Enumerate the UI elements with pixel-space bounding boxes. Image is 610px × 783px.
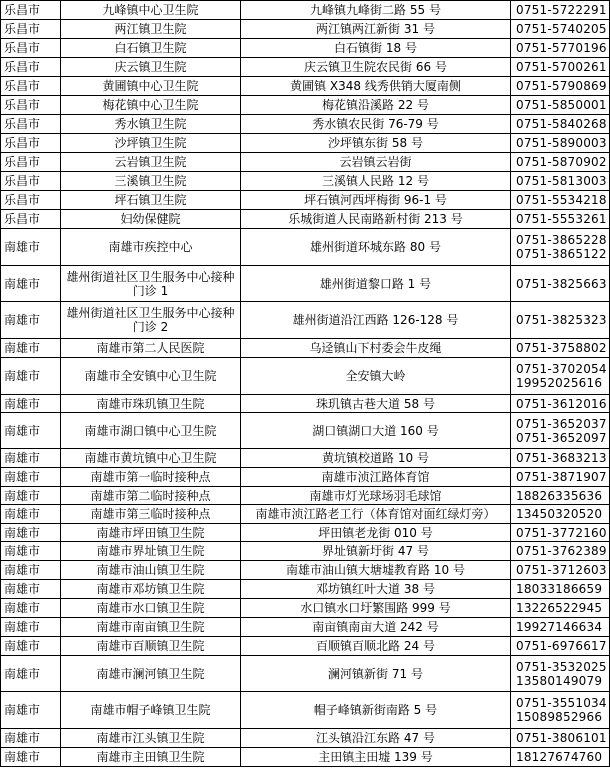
phone-number: 0751-3702054 [516, 362, 607, 376]
phone-number: 0751-5870902 [516, 155, 607, 169]
address-cell: 秀水镇农民街 76-79 号 [241, 115, 511, 134]
city-cell: 南雄市 [1, 449, 61, 468]
address-cell: 南雄市灯光球场羽毛球馆 [241, 487, 511, 505]
phone-cell [511, 487, 610, 505]
table-row [1, 153, 610, 172]
table-row [1, 580, 610, 599]
clinic-name-cell: 南雄市百顺镇卫生院 [61, 637, 241, 656]
address-cell: 帽子峰镇新街南路 5 号 [241, 692, 511, 729]
phone-cell [511, 266, 610, 302]
clinic-name-cell: 南雄市珠玑镇卫生院 [61, 395, 241, 413]
city-cell: 乐昌市 [1, 77, 61, 96]
phone-cell [511, 77, 610, 96]
address-cell: 乐城街道人民南路新村街 213 号 [241, 210, 511, 229]
address-cell: 主田镇主田墟 139 号 [241, 748, 511, 767]
city-cell: 南雄市 [1, 413, 61, 449]
clinic-name-cell: 南雄市坪田镇卫生院 [61, 524, 241, 542]
table-row [1, 1, 610, 20]
city-cell: 南雄市 [1, 505, 61, 524]
phone-number: 0751-3806101 [516, 731, 607, 745]
clinic-name-cell: 妇幼保健院 [61, 210, 241, 229]
table-row [1, 77, 610, 96]
table-row [1, 395, 610, 413]
clinic-name-cell: 南雄市全安镇中心卫生院 [61, 358, 241, 395]
table-row [1, 339, 610, 358]
phone-number: 0751-3825323 [516, 313, 607, 327]
clinic-name-cell: 南雄市第二临时接种点 [61, 487, 241, 505]
table-row [1, 468, 610, 487]
table-row [1, 229, 610, 266]
city-cell: 南雄市 [1, 637, 61, 656]
table-row [1, 39, 610, 58]
phone-cell [511, 729, 610, 748]
city-cell: 南雄市 [1, 468, 61, 487]
phone-number: 0751-5790869 [516, 79, 607, 93]
city-cell: 南雄市 [1, 487, 61, 505]
city-cell: 南雄市 [1, 748, 61, 767]
phone-number: 13580149079 [516, 673, 603, 688]
phone-cell [511, 229, 610, 266]
city-cell: 南雄市 [1, 656, 61, 692]
address-cell: 南雄市油山镇大塘墟教育路 10 号 [241, 561, 511, 580]
city-cell: 南雄市 [1, 580, 61, 599]
phone-cell [511, 561, 610, 580]
city-cell: 乐昌市 [1, 172, 61, 191]
phone-number: 0751-3825663 [516, 276, 607, 291]
city-cell: 南雄市 [1, 542, 61, 561]
clinic-name-cell: 南雄市第一临时接种点 [61, 468, 241, 487]
address-cell: 珠玑镇古巷大道 58 号 [241, 395, 511, 413]
city-cell: 南雄市 [1, 358, 61, 395]
address-cell: 南雄市浈江路体育馆 [241, 468, 511, 487]
phone-number: 19927146634 [516, 620, 603, 634]
phone-cell [511, 134, 610, 153]
city-cell: 南雄市 [1, 729, 61, 748]
address-cell: 乌迳镇山下村委会牛皮绳 [241, 339, 511, 358]
phone-number: 0751-3612016 [516, 396, 607, 411]
address-cell: 白石镇街 18 号 [241, 39, 511, 58]
clinic-name-cell: 南雄市界址镇卫生院 [61, 542, 241, 561]
phone-number: 0751-3683213 [516, 451, 607, 465]
table-row [1, 191, 610, 210]
address-cell: 两江镇两江新街 31 号 [241, 20, 511, 39]
clinic-name-cell: 秀水镇卫生院 [61, 115, 241, 134]
city-cell: 南雄市 [1, 266, 61, 302]
table-body [1, 1, 610, 767]
phone-number: 0751-5840268 [516, 117, 607, 131]
phone-cell [511, 599, 610, 618]
city-cell: 南雄市 [1, 339, 61, 358]
phone-number: 0751-3712603 [516, 563, 607, 577]
clinic-name-cell: 九峰镇中心卫生院 [61, 1, 241, 20]
city-cell: 南雄市 [1, 395, 61, 413]
phone-number: 0751-3532025 [516, 659, 607, 674]
city-cell: 乐昌市 [1, 20, 61, 39]
clinic-name-cell: 南雄市黄坑镇中心卫生院 [61, 449, 241, 468]
table-row [1, 487, 610, 505]
phone-number: 0751-5813003 [516, 174, 607, 188]
table-row [1, 561, 610, 580]
phone-number: 0751-3652097 [516, 430, 607, 445]
address-cell: 三溪镇人民路 12 号 [241, 172, 511, 191]
clinic-name-cell: 云岩镇卫生院 [61, 153, 241, 172]
city-cell: 南雄市 [1, 229, 61, 266]
table-row [1, 656, 610, 692]
phone-cell [511, 39, 610, 58]
address-cell: 邓坊镇红叶大道 38 号 [241, 580, 511, 599]
clinic-name-cell: 南雄市水口镇卫生院 [61, 599, 241, 618]
clinic-name-cell: 南雄市南亩镇卫生院 [61, 618, 241, 637]
city-cell: 乐昌市 [1, 1, 61, 20]
phone-number: 0751-5740205 [516, 22, 607, 36]
table-row [1, 618, 610, 637]
clinic-name-cell: 两江镇卫生院 [61, 20, 241, 39]
phone-number: 0751-3652037 [516, 416, 607, 431]
phone-cell [511, 172, 610, 191]
address-cell: 庆云镇卫生院农民街 66 号 [241, 58, 511, 77]
phone-cell [511, 468, 610, 487]
phone-number: 19952025616 [516, 376, 603, 390]
table-row [1, 599, 610, 618]
table-row [1, 302, 610, 339]
city-cell: 乐昌市 [1, 191, 61, 210]
table-row [1, 96, 610, 115]
address-cell: 黄坑镇校道路 10 号 [241, 449, 511, 468]
phone-cell [511, 542, 610, 561]
phone-number: 18033186659 [516, 582, 603, 596]
address-cell: 坪田镇老龙街 010 号 [241, 524, 511, 542]
phone-number: 0751-3772160 [516, 525, 607, 540]
phone-number: 0751-5722291 [516, 3, 607, 17]
clinic-name-cell: 南雄市主田镇卫生院 [61, 748, 241, 767]
address-cell: 湖口镇湖口大道 160 号 [241, 413, 511, 449]
address-cell: 梅花镇沿溪路 22 号 [241, 96, 511, 115]
phone-cell [511, 96, 610, 115]
phone-cell [511, 302, 610, 339]
phone-number: 0751-3758802 [516, 341, 607, 355]
phone-number: 0751-3865228 [516, 233, 607, 247]
clinic-name-cell: 南雄市第三临时接种点 [61, 505, 241, 524]
clinic-name-cell: 坪石镇卫生院 [61, 191, 241, 210]
clinic-name-cell: 雄州街道社区卫生服务中心接种门诊 1 [61, 266, 241, 302]
table-row [1, 58, 610, 77]
phone-cell [511, 115, 610, 134]
phone-number: 13226522945 [516, 601, 603, 615]
clinic-name-cell: 南雄市油山镇卫生院 [61, 561, 241, 580]
address-cell: 云岩镇云岩街 [241, 153, 511, 172]
clinic-name-cell: 庆云镇卫生院 [61, 58, 241, 77]
table-row [1, 115, 610, 134]
phone-number: 0751-5534218 [516, 193, 607, 207]
table-row [1, 134, 610, 153]
address-cell: 坪石镇河西坪梅街 96-1 号 [241, 191, 511, 210]
clinic-name-cell: 三溪镇卫生院 [61, 172, 241, 191]
city-cell: 南雄市 [1, 561, 61, 580]
table-row [1, 172, 610, 191]
clinic-name-cell: 南雄市疾控中心 [61, 229, 241, 266]
table-row [1, 524, 610, 542]
clinic-name-cell: 南雄市邓坊镇卫生院 [61, 580, 241, 599]
address-cell: 界址镇新圩街 47 号 [241, 542, 511, 561]
phone-cell [511, 580, 610, 599]
phone-number: 0751-3865122 [516, 247, 607, 261]
city-cell: 南雄市 [1, 618, 61, 637]
address-cell: 黄圃镇 X348 线秀供销大厦南侧 [241, 77, 511, 96]
city-cell: 南雄市 [1, 692, 61, 729]
phone-number: 18826335636 [516, 488, 603, 503]
phone-number: 0751-5850001 [516, 98, 607, 112]
city-cell: 乐昌市 [1, 115, 61, 134]
clinic-name-cell: 南雄市澜河镇卫生院 [61, 656, 241, 692]
phone-number: 0751-5700261 [516, 60, 607, 74]
clinic-name-cell: 梅花镇中心卫生院 [61, 96, 241, 115]
address-cell: 全安镇大岭 [241, 358, 511, 395]
city-cell: 南雄市 [1, 599, 61, 618]
phone-cell [511, 656, 610, 692]
phone-number: 0751-5770196 [516, 41, 607, 55]
table-row [1, 729, 610, 748]
clinic-name-cell: 黄圃镇中心卫生院 [61, 77, 241, 96]
address-cell: 雄州街道环城东路 80 号 [241, 229, 511, 266]
table-row [1, 413, 610, 449]
table-row [1, 505, 610, 524]
phone-cell [511, 748, 610, 767]
phone-cell [511, 505, 610, 524]
phone-cell [511, 618, 610, 637]
phone-number: 0751-5890003 [516, 136, 607, 150]
phone-number: 15089852966 [516, 710, 603, 724]
address-cell: 雄州街道黎口路 1 号 [241, 266, 511, 302]
phone-cell [511, 339, 610, 358]
clinic-name-cell: 白石镇卫生院 [61, 39, 241, 58]
address-cell: 水口镇水口圩繁围路 999 号 [241, 599, 511, 618]
table-row [1, 637, 610, 656]
address-cell: 江头镇沿江东路 47 号 [241, 729, 511, 748]
phone-cell [511, 395, 610, 413]
phone-cell [511, 58, 610, 77]
address-cell: 南雄市浈江路老工行（体育馆对面红绿灯旁） [241, 505, 511, 524]
phone-cell [511, 524, 610, 542]
phone-cell [511, 692, 610, 729]
city-cell: 乐昌市 [1, 134, 61, 153]
table-row [1, 449, 610, 468]
table-row [1, 20, 610, 39]
city-cell: 乐昌市 [1, 39, 61, 58]
phone-number: 13450320520 [516, 507, 603, 521]
phone-cell [511, 413, 610, 449]
clinic-name-cell: 南雄市江头镇卫生院 [61, 729, 241, 748]
table-row [1, 266, 610, 302]
phone-number: 0751-3871907 [516, 470, 607, 484]
phone-cell [511, 191, 610, 210]
city-cell: 乐昌市 [1, 96, 61, 115]
phone-cell [511, 449, 610, 468]
city-cell: 南雄市 [1, 524, 61, 542]
phone-cell [511, 210, 610, 229]
clinic-name-cell: 南雄市帽子峰镇卫生院 [61, 692, 241, 729]
table-row [1, 692, 610, 729]
clinic-name-cell: 南雄市湖口镇中心卫生院 [61, 413, 241, 449]
city-cell: 乐昌市 [1, 210, 61, 229]
city-cell: 南雄市 [1, 302, 61, 339]
phone-number: 0751-3551034 [516, 696, 607, 710]
address-cell: 澜河镇新街 71 号 [241, 656, 511, 692]
phone-cell [511, 153, 610, 172]
table-row [1, 542, 610, 561]
table-row [1, 748, 610, 767]
address-cell: 百顺镇百顺北路 24 号 [241, 637, 511, 656]
phone-cell [511, 637, 610, 656]
address-cell: 雄州街道沿江西路 126-128 号 [241, 302, 511, 339]
phone-number: 0751-6976617 [516, 639, 607, 653]
phone-cell [511, 20, 610, 39]
table-row [1, 210, 610, 229]
city-cell: 乐昌市 [1, 153, 61, 172]
clinic-name-cell: 雄州街道社区卫生服务中心接种门诊 2 [61, 302, 241, 339]
phone-cell [511, 1, 610, 20]
table-row [1, 358, 610, 395]
address-cell: 沙坪镇东街 58 号 [241, 134, 511, 153]
address-cell: 南亩镇南亩大道 242 号 [241, 618, 511, 637]
phone-number: 18127674760 [516, 750, 603, 764]
phone-cell [511, 358, 610, 395]
clinic-name-cell: 沙坪镇卫生院 [61, 134, 241, 153]
phone-number: 0751-3762389 [516, 544, 607, 558]
clinic-name-cell: 南雄市第二人民医院 [61, 339, 241, 358]
city-cell: 乐昌市 [1, 58, 61, 77]
address-cell: 九峰镇九峰街二路 55 号 [241, 1, 511, 20]
phone-number: 0751-5553261 [516, 212, 607, 226]
